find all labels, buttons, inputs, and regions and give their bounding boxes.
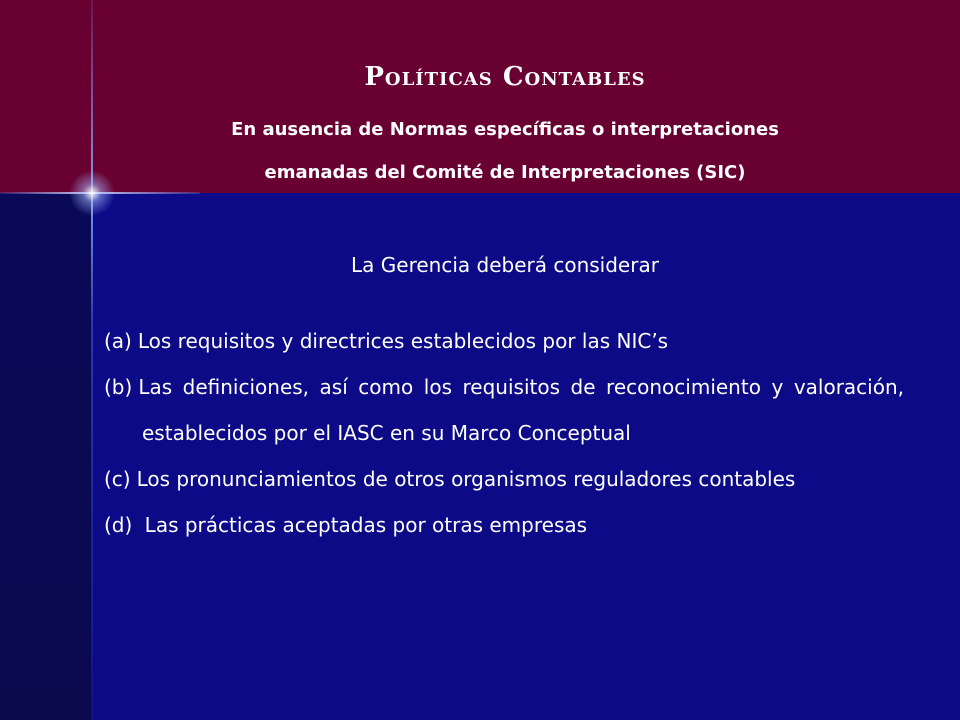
policy-list xyxy=(104,318,904,548)
subtitle-line-2: emanadas del Comité de Interpretaciones (SIC) xyxy=(264,162,746,183)
list-item-a xyxy=(104,318,904,364)
list-marker: (d) xyxy=(104,513,133,537)
list-item-text: Los pronunciamientos de otros organismos reguladores contables xyxy=(136,467,796,491)
list-item-text: Las prácticas aceptadas por otras empresas xyxy=(138,513,588,537)
list-item-text: Las definiciones, así como los requisitos de reconocimiento y valoración, establecidos por el IASC en su Marco Conceptual xyxy=(138,375,904,445)
slide-title: Políticas Contables xyxy=(364,62,646,92)
intro-text: La Gerencia deberá considerar xyxy=(351,253,659,277)
list-marker: (c) xyxy=(104,467,131,491)
subtitle-line-1: En ausencia de Normas específicas o interpretaciones xyxy=(231,119,779,140)
list-item-d xyxy=(104,502,904,548)
list-item-c xyxy=(104,456,904,502)
list-marker: (b) xyxy=(104,375,133,399)
decorative-vertical-line xyxy=(91,0,93,720)
list-item-text: Los requisitos y directrices establecidos por las NIC’s xyxy=(137,329,669,353)
list-item-b xyxy=(104,364,904,456)
list-marker: (a) xyxy=(104,329,132,353)
